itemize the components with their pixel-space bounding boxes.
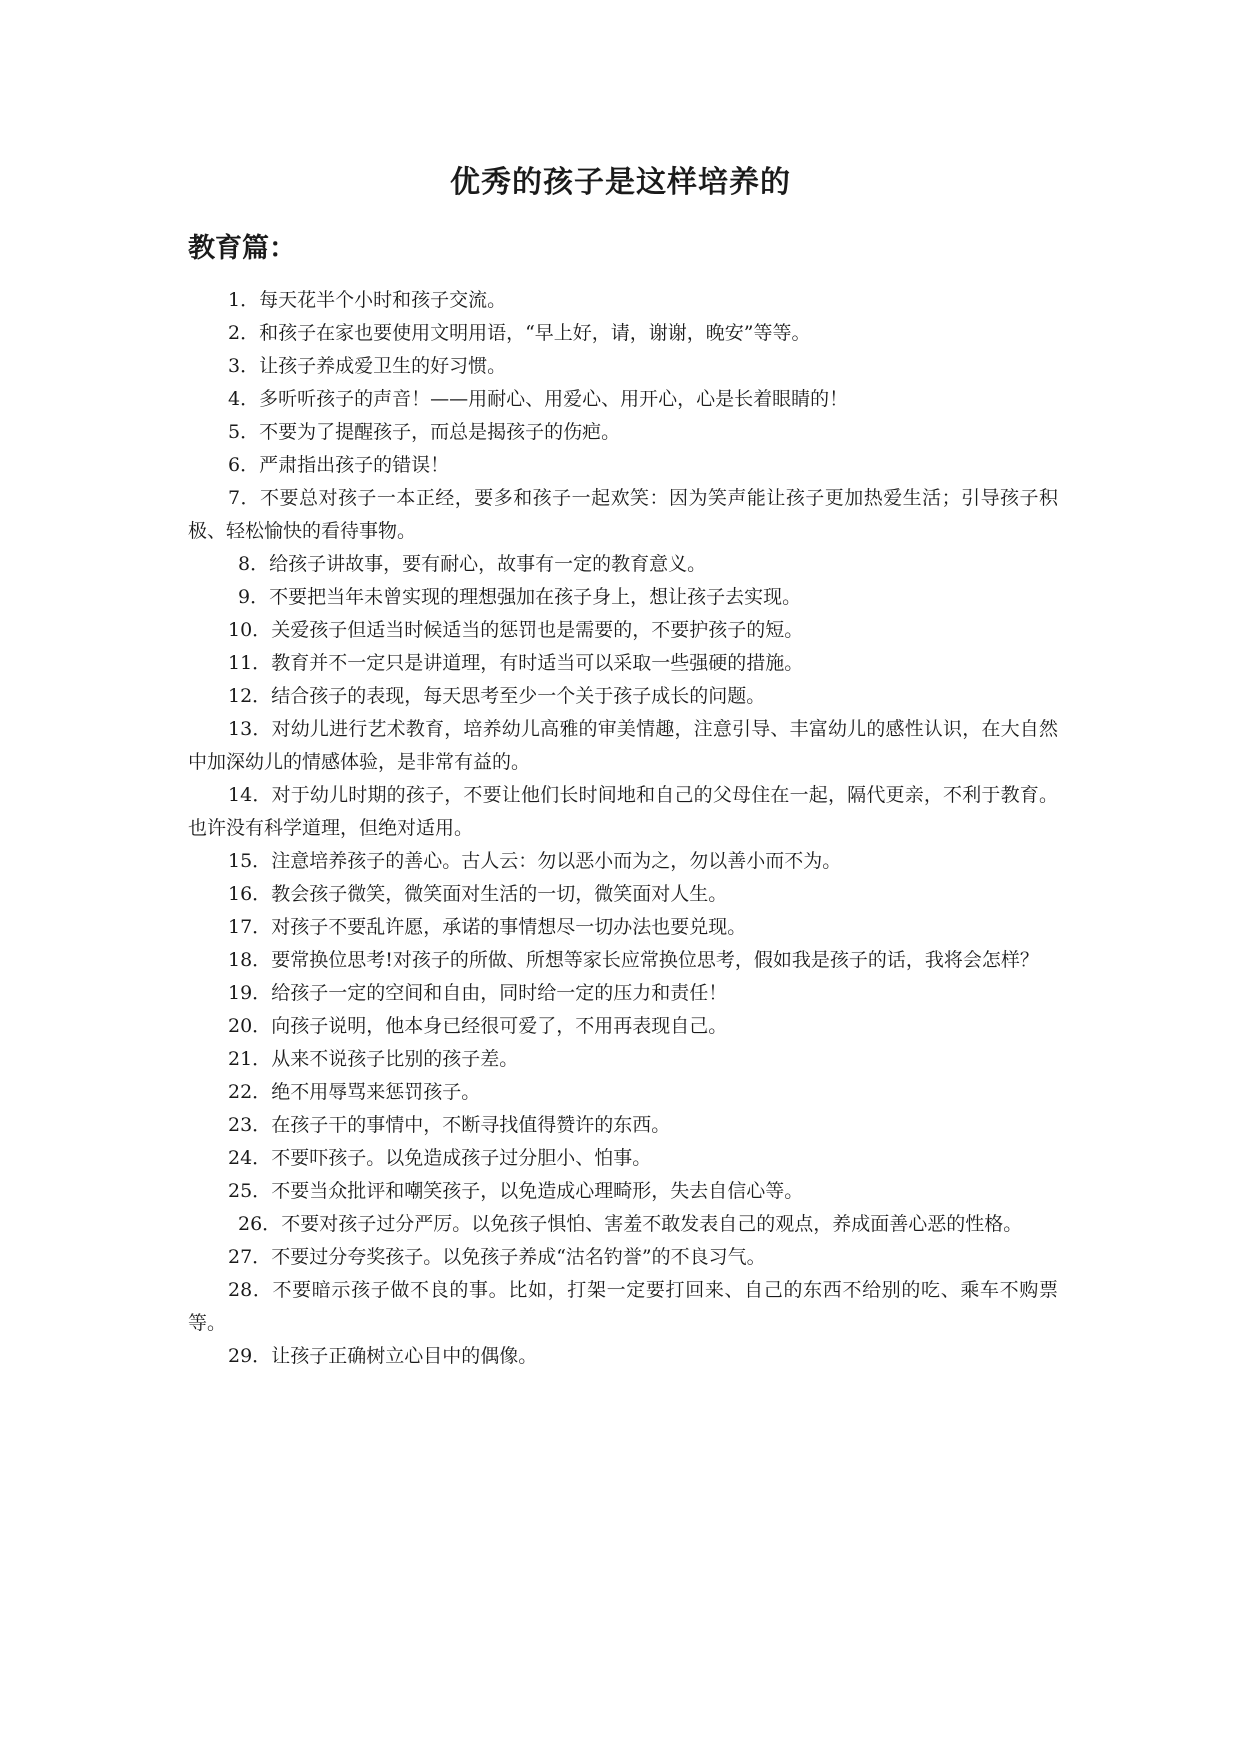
list-item	[188, 1241, 1058, 1274]
item-number: 8．	[238, 553, 270, 575]
list-item	[188, 317, 1058, 350]
list-item	[188, 713, 1058, 779]
list-item	[188, 482, 1058, 548]
item-text: 教育并不一定只是讲道理，有时适当可以采取一些强硬的措施。	[271, 652, 804, 674]
list-item	[188, 284, 1058, 317]
list-item	[188, 614, 1058, 647]
item-text: 每天花半个小时和孩子交流。	[259, 289, 507, 311]
item-number: 24．	[228, 1147, 272, 1169]
item-number: 21．	[228, 1048, 272, 1070]
item-text: 结合孩子的表现，每天思考至少一个关于孩子成长的问题。	[271, 685, 766, 707]
list-item	[188, 449, 1058, 482]
list-item	[188, 1043, 1058, 1076]
item-text: 对于幼儿时期的孩子，不要让他们长时间地和自己的父母住在一起，隔代更亲，不利于教育。也许没有科学道理，但绝对适用。	[188, 784, 1058, 839]
item-number: 18．	[228, 949, 272, 971]
item-text: 和孩子在家也要使用文明用语，“早上好，请，谢谢，晚安”等等。	[259, 322, 811, 344]
item-text: 对幼儿进行艺术教育，培养幼儿高雅的审美情趣，注意引导、丰富幼儿的感性认识，在大自然中加深幼儿的情感体验，是非常有益的。	[188, 718, 1058, 773]
list-item	[188, 1076, 1058, 1109]
list-item	[188, 1109, 1058, 1142]
item-text: 关爱孩子但适当时候适当的惩罚也是需要的，不要护孩子的短。	[271, 619, 804, 641]
document-title: 优秀的孩子是这样培养的	[450, 165, 791, 200]
list-item	[188, 944, 1058, 977]
item-text: 注意培养孩子的善心。古人云：勿以恶小而为之，勿以善小而不为。	[271, 850, 842, 872]
item-number: 1．	[228, 289, 260, 311]
list-item	[188, 647, 1058, 680]
item-number: 5．	[228, 421, 260, 443]
item-text: 给孩子一定的空间和自由，同时给一定的压力和责任！	[271, 982, 728, 1004]
list-item	[188, 581, 1058, 614]
list-item	[188, 680, 1058, 713]
item-number: 16．	[228, 883, 272, 905]
item-text: 不要当众批评和嘲笑孩子，以免造成心理畸形，失去自信心等。	[271, 1180, 804, 1202]
list-item	[188, 845, 1058, 878]
item-text: 绝不用辱骂来惩罚孩子。	[271, 1081, 481, 1103]
item-number: 26．	[238, 1213, 282, 1235]
list-item	[188, 1175, 1058, 1208]
item-text: 让孩子养成爱卫生的好习惯。	[259, 355, 507, 377]
item-text: 让孩子正确树立心目中的偶像。	[271, 1345, 538, 1367]
item-number: 19．	[228, 982, 272, 1004]
item-number: 4．	[228, 388, 260, 410]
item-text: 教会孩子微笑，微笑面对生活的一切，微笑面对人生。	[271, 883, 728, 905]
item-number: 2．	[228, 322, 260, 344]
item-text: 不要把当年未曾实现的理想强加在孩子身上，想让孩子去实现。	[269, 586, 802, 608]
item-number: 13．	[228, 718, 272, 740]
item-text: 不要为了提醒孩子，而总是揭孩子的伤疤。	[259, 421, 621, 443]
item-text: 在孩子干的事情中，不断寻找值得赞许的东西。	[271, 1114, 671, 1136]
list-item	[188, 1208, 1058, 1241]
item-text: 不要暗示孩子做不良的事。比如，打架一定要打回来、自己的东西不给别的吃、乘车不购票等。	[188, 1279, 1058, 1334]
item-number: 12．	[228, 685, 272, 707]
item-number: 9．	[238, 586, 270, 608]
item-text: 从来不说孩子比别的孩子差。	[271, 1048, 519, 1070]
item-number: 15．	[228, 850, 272, 872]
item-number: 17．	[228, 916, 272, 938]
item-text: 不要对孩子过分严厉。以免孩子惧怕、害羞不敢发表自己的观点，养成面善心恶的性格。	[281, 1213, 1023, 1235]
list-item	[188, 416, 1058, 449]
item-number: 7．	[228, 487, 261, 509]
item-number: 22．	[228, 1081, 272, 1103]
item-text: 不要总对孩子一本正经，要多和孩子一起欢笑：因为笑声能让孩子更加热爱生活；引导孩子积极、轻松愉快的看待事物。	[188, 487, 1058, 542]
list-item	[188, 350, 1058, 383]
list-item	[188, 977, 1058, 1010]
item-text: 不要过分夸奖孩子。以免孩子养成“沽名钓誉”的不良习气。	[271, 1246, 766, 1268]
item-text: 对孩子不要乱许愿，承诺的事情想尽一切办法也要兑现。	[271, 916, 747, 938]
list-item	[188, 1142, 1058, 1175]
section-heading: 教育篇：	[188, 233, 296, 264]
list-item	[188, 548, 1058, 581]
item-text: 向孩子说明，他本身已经很可爱了，不用再表现自己。	[271, 1015, 728, 1037]
item-text: 要常换位思考!对孩子的所做、所想等家长应常换位思考，假如我是孩子的话，我将会怎样？	[271, 949, 1039, 971]
list-item	[188, 383, 1058, 416]
item-number: 6．	[228, 454, 260, 476]
item-number: 23．	[228, 1114, 272, 1136]
list-item	[188, 1340, 1058, 1373]
item-text: 严肃指出孩子的错误！	[259, 454, 450, 476]
item-number: 14．	[228, 784, 272, 806]
list-item	[188, 1010, 1058, 1043]
item-number: 25．	[228, 1180, 272, 1202]
list-item	[188, 779, 1058, 845]
item-number: 11．	[228, 652, 272, 674]
list-item	[188, 878, 1058, 911]
list-item	[188, 911, 1058, 944]
item-text: 不要吓孩子。以免造成孩子过分胆小、怕事。	[271, 1147, 652, 1169]
item-number: 29．	[228, 1345, 272, 1367]
item-number: 20．	[228, 1015, 272, 1037]
item-number: 10．	[228, 619, 272, 641]
item-number: 28．	[228, 1279, 273, 1301]
item-number: 3．	[228, 355, 260, 377]
list-item	[188, 1274, 1058, 1340]
item-text: 给孩子讲故事，要有耐心，故事有一定的教育意义。	[269, 553, 707, 575]
item-text: 多听听孩子的声音！——用耐心、用爱心、用开心，心是长着眼睛的！	[259, 388, 849, 410]
item-number: 27．	[228, 1246, 272, 1268]
advice-list	[188, 284, 1058, 1373]
